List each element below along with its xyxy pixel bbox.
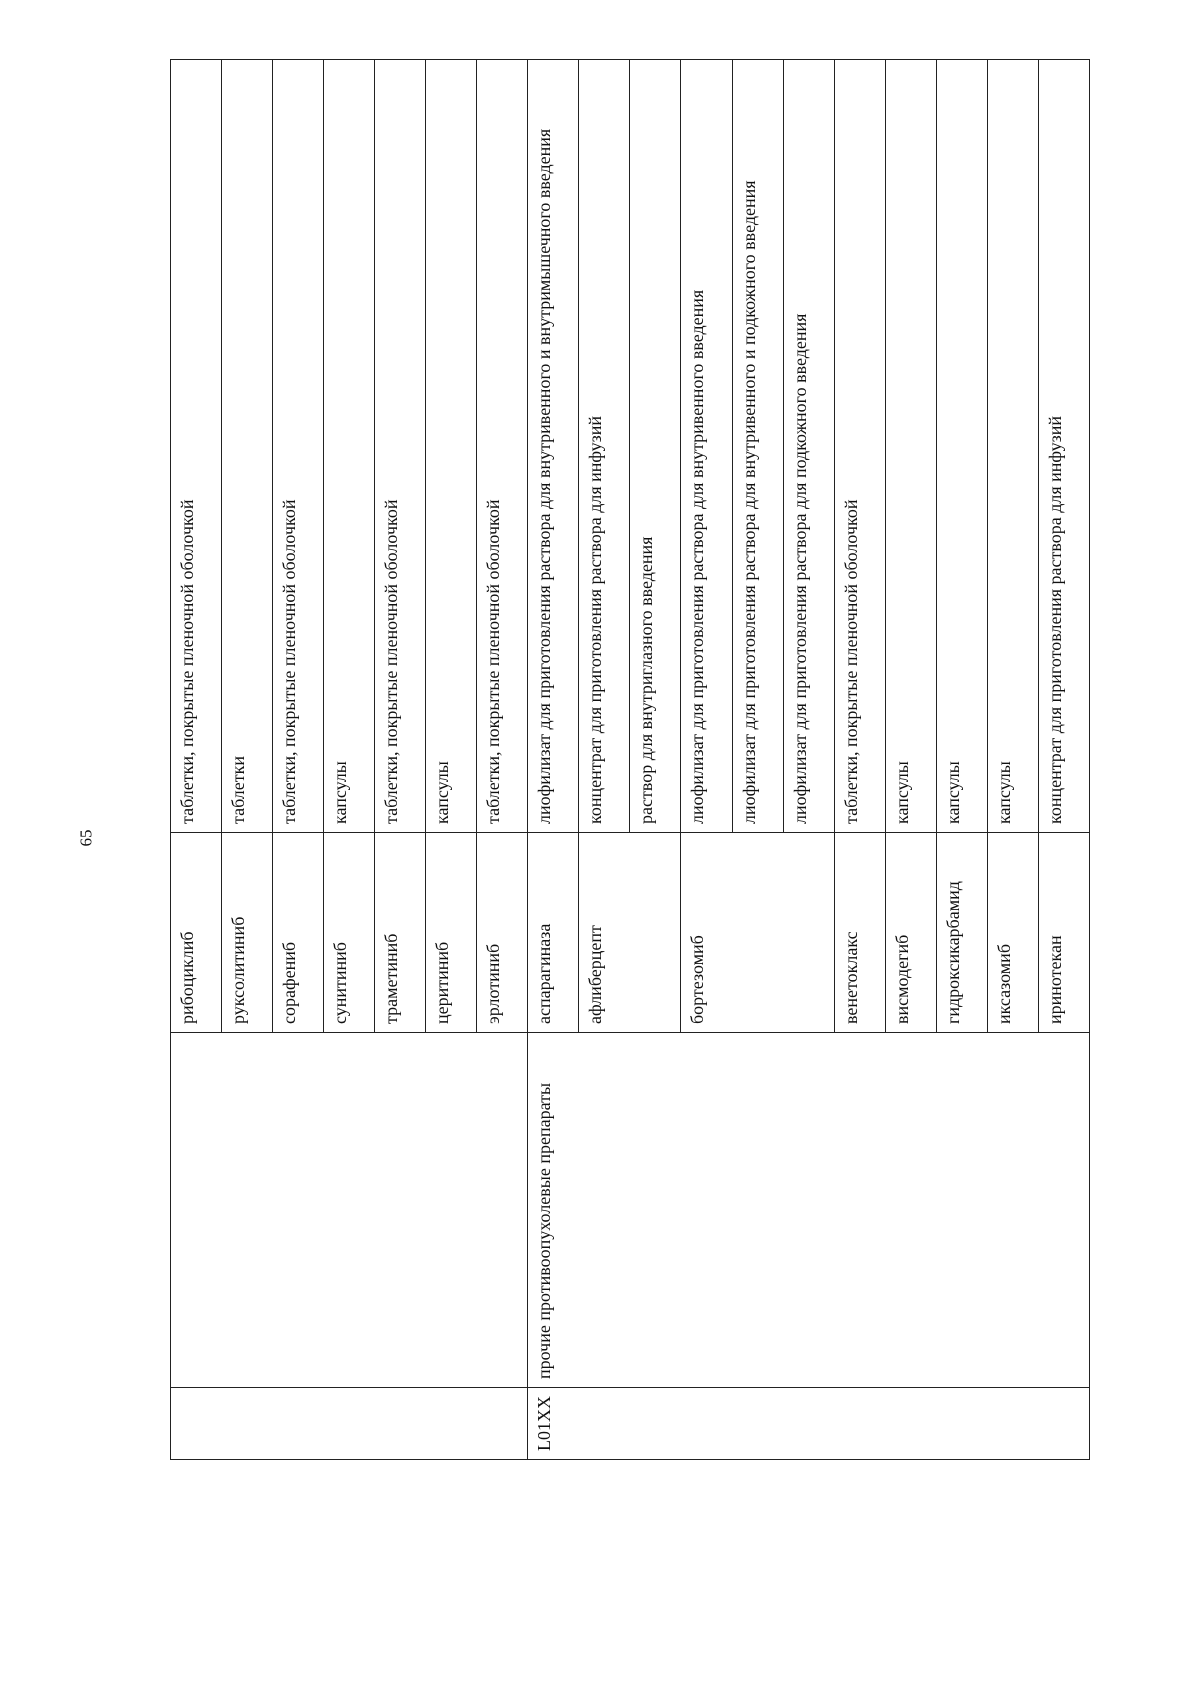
dosage-form: концентрат для приготовления раствора для инфузий xyxy=(1038,60,1089,833)
group-cell-empty xyxy=(171,1033,528,1388)
drug-name: венетоклакс xyxy=(834,833,885,1033)
dosage-form: концентрат для приготовления раствора для инфузий xyxy=(579,60,630,833)
atc-code: L01XX xyxy=(528,1388,1090,1460)
medicines-table xyxy=(170,59,1090,1460)
drug-name: рибоциклиб xyxy=(171,833,222,1033)
code-cell-empty xyxy=(171,1388,528,1460)
dosage-form: капсулы xyxy=(885,60,936,833)
dosage-form: таблетки, покрытые пленочной оболочкой xyxy=(273,60,324,833)
dosage-form: таблетки xyxy=(222,60,273,833)
dosage-form: таблетки, покрытые пленочной оболочкой xyxy=(375,60,426,833)
drug-name: бортезомиб xyxy=(681,833,834,1033)
drug-name: траметиниб xyxy=(375,833,426,1033)
dosage-form: капсулы xyxy=(987,60,1038,833)
drug-name: церитиниб xyxy=(426,833,477,1033)
drug-name: аспарагиназа xyxy=(528,833,579,1033)
drug-name: афлиберцепт xyxy=(579,833,681,1033)
medicines-table-rotated xyxy=(170,60,1090,1460)
dosage-form: раствор для внутриглазного введения xyxy=(630,60,681,833)
dosage-form: лиофилизат для приготовления раствора для подкожного введения xyxy=(783,60,834,833)
dosage-form: таблетки, покрытые пленочной оболочкой xyxy=(477,60,528,833)
dosage-form: таблетки, покрытые пленочной оболочкой xyxy=(834,60,885,833)
drug-name: иринотекан xyxy=(1038,833,1089,1033)
drug-name: гидроксикарбамид xyxy=(936,833,987,1033)
dosage-form: лиофилизат для приготовления раствора для внутривенного и подкожного введения xyxy=(732,60,783,833)
table-row xyxy=(171,60,222,1460)
dosage-form: лиофилизат для приготовления раствора для внутривенного и внутримышечного введения xyxy=(528,60,579,833)
dosage-form: капсулы xyxy=(426,60,477,833)
group-title: прочие противоопухолевые препараты xyxy=(528,1033,1090,1388)
dosage-form: капсулы xyxy=(324,60,375,833)
dosage-form: капсулы xyxy=(936,60,987,833)
table-row xyxy=(528,60,579,1460)
drug-name: сорафениб xyxy=(273,833,324,1033)
dosage-form: лиофилизат для приготовления раствора для внутривенного введения xyxy=(681,60,732,833)
drug-name: эрлотиниб xyxy=(477,833,528,1033)
drug-name: сунитиниб xyxy=(324,833,375,1033)
drug-name: иксазомиб xyxy=(987,833,1038,1033)
dosage-form: таблетки, покрытые пленочной оболочкой xyxy=(171,60,222,833)
page-number: 65 xyxy=(76,829,96,847)
drug-name: висмодегиб xyxy=(885,833,936,1033)
drug-name: руксолитиниб xyxy=(222,833,273,1033)
